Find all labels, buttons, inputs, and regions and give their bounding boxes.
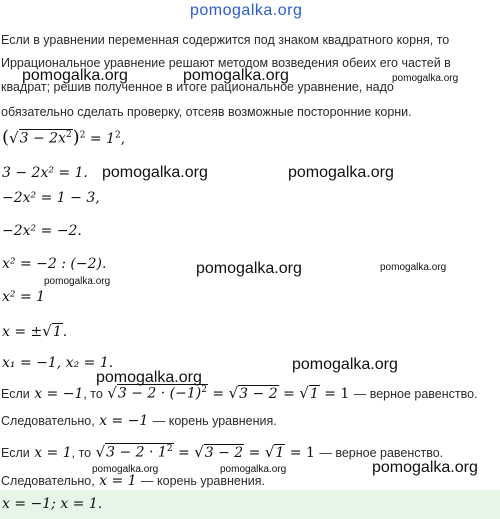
- watermark: pomogalka.org: [102, 164, 208, 181]
- check-line-1: [1, 384, 478, 403]
- check-line-2: [1, 443, 443, 462]
- equation-step-1: $(√3 - 2x^2)^2 = 1^2$,: [2, 127, 126, 148]
- conclusion-line-1: Следовательно, x = −1 — корень уравнения.: [1, 413, 277, 429]
- check-prefix: Если: [1, 387, 30, 401]
- check-tail: — верное равенство.: [319, 446, 444, 460]
- watermark-top: pomogalka.org: [190, 2, 303, 19]
- intro-line: Если в уравнении переменная содержится под знаком квадратного корня, то: [1, 33, 450, 47]
- equation-step-5: x² = −2 : (−2).: [2, 256, 107, 272]
- check-x-value: x = −1: [34, 386, 84, 402]
- watermark: pomogalka.org: [22, 67, 128, 84]
- check-to: , то: [83, 387, 103, 401]
- watermark: pomogalka.org: [44, 276, 111, 287]
- watermark: pomogalka.org: [183, 67, 289, 84]
- watermark: pomogalka.org: [288, 164, 394, 181]
- conclusion-line-2: Следовательно, x = 1 — корень уравнения.: [1, 473, 265, 489]
- check-x-value: x = 1: [34, 445, 72, 461]
- watermark: pomogalka.org: [380, 262, 447, 273]
- answer-text: x = −1; x = 1.: [2, 496, 103, 512]
- answer-box: [0, 490, 500, 519]
- conclusion-x-value: x = −1: [99, 413, 149, 429]
- check-expression: $√3 - 2 \cdot (-1)^2 = √3 - 2 = √1 = 1$: [107, 384, 350, 402]
- conclusion-x-value: x = 1: [99, 473, 137, 489]
- equation-step-3: −2x² = 1 − 3,: [2, 190, 100, 206]
- equation-step-7: x = ±√1.: [2, 322, 68, 340]
- check-to: , то: [71, 446, 92, 460]
- check-prefix: Если: [1, 446, 30, 460]
- intro-line: Иррациональное уравнение решают методом возведения обеих его частей в: [1, 56, 451, 70]
- equation-step-4: −2x² = −2.: [2, 223, 82, 239]
- equation-step-8: x₁ = −1, x₂ = 1.: [2, 355, 114, 371]
- intro-line: квадрат; решив полученное в итоге рациональное уравнение, надо: [1, 80, 394, 94]
- watermark: pomogalka.org: [372, 459, 478, 476]
- equation-step-2: 3 − 2x² = 1.: [2, 165, 88, 181]
- check-tail: — верное равенство.: [353, 387, 478, 401]
- watermark: pomogalka.org: [96, 369, 202, 386]
- watermark: pomogalka.org: [292, 356, 398, 373]
- check-expression: $√3 - 2 \cdot 1^2 = √3 - 2 = √1 = 1$: [95, 443, 315, 461]
- watermark: pomogalka.org: [220, 464, 287, 475]
- watermark: pomogalka.org: [392, 73, 459, 84]
- watermark: pomogalka.org: [196, 260, 302, 277]
- watermark: pomogalka.org: [92, 464, 159, 475]
- intro-line: обязательно сделать проверку, отсеяв возможные посторонние корни.: [1, 105, 412, 119]
- equation-step-6: x² = 1: [2, 289, 46, 305]
